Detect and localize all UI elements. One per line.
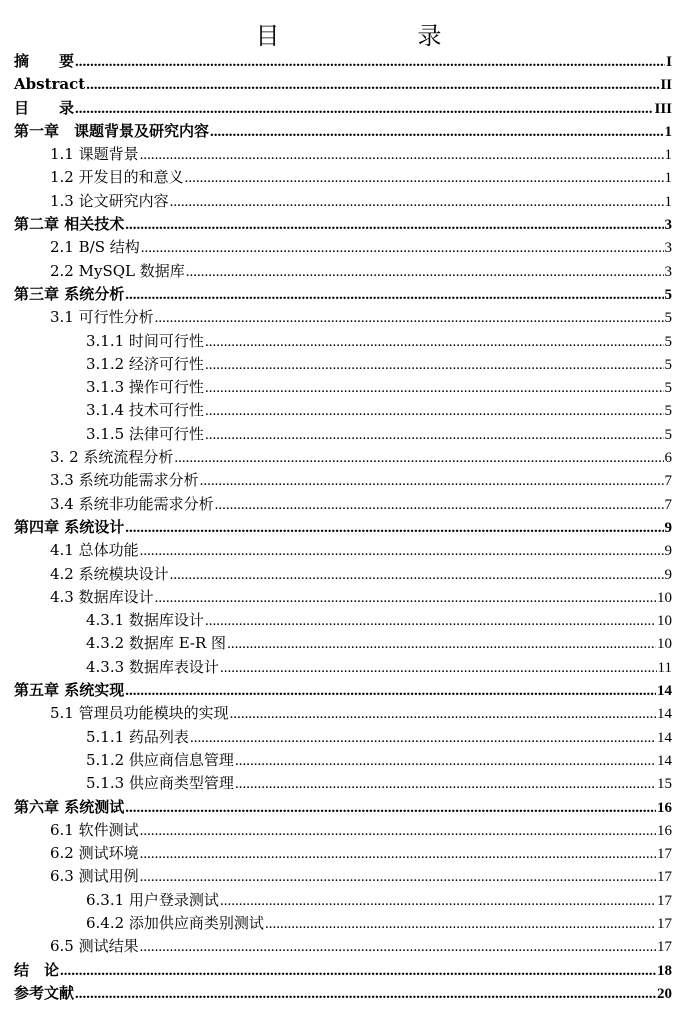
toc-entry[interactable] [14,586,672,609]
toc-entry[interactable] [14,656,672,679]
toc-dot-leader [205,424,664,447]
toc-page-number: 16 [657,822,672,839]
toc-entry-label: 5.1.2 供应商信息管理 [86,749,235,772]
toc-entry[interactable] [14,353,672,376]
toc-dot-leader [125,797,656,820]
toc-entry[interactable] [14,166,672,189]
toc-entry[interactable] [14,73,672,96]
toc-dot-leader [155,307,664,330]
toc-entry[interactable] [14,749,672,772]
toc-dot-leader [140,843,656,866]
toc-page-number: 5 [664,356,672,373]
toc-page-number: 1 [664,193,672,210]
toc-entry-label: 第六章 系统测试 [14,796,125,819]
toc-page-number: 18 [657,962,672,979]
toc-entry-label: 4.3.2 数据库 E-R 图 [86,632,227,655]
toc-entry[interactable] [14,97,672,120]
toc-entry-label: 4.3 数据库设计 [50,586,155,609]
toc-page-number: 1 [664,170,672,187]
toc-entry[interactable] [14,143,672,166]
toc-entry-label: 1.1 课题背景 [50,143,140,166]
toc-dot-leader [205,331,664,354]
toc-page-number: 14 [657,706,672,723]
toc-entry[interactable] [14,213,672,236]
toc-entry-label: 第一章 课题背景及研究内容 [14,120,210,143]
toc-dot-leader [125,284,663,307]
toc-page-number: 17 [657,915,672,932]
toc-entry-label: 摘 要 [14,50,75,73]
toc-dot-leader [205,377,664,400]
toc-entry-label: 2.2 MySQL 数据库 [50,260,186,283]
toc-dot-leader [190,727,656,750]
toc-dot-leader [140,936,656,959]
toc-entry[interactable] [14,632,672,655]
toc-dot-leader [75,98,653,121]
toc-entry[interactable] [14,260,672,283]
toc-page-number: 3 [664,217,672,234]
toc-entry[interactable] [14,959,672,982]
toc-entry[interactable] [14,609,672,632]
toc-dot-leader [140,144,664,167]
toc-page-number: 17 [657,939,672,956]
toc-entry-label: 第二章 相关技术 [14,213,125,236]
toc-dot-leader [215,494,664,517]
toc-entry-label: 3.1.5 法律可行性 [86,423,205,446]
toc-entry[interactable] [14,283,672,306]
toc-entry[interactable] [14,190,672,213]
toc-dot-leader [125,517,663,540]
toc-entry[interactable] [14,330,672,353]
toc-entry-label: 6.4.2 添加供应商类别测试 [86,912,265,935]
toc-entry-label: 结 论 [14,959,60,982]
toc-entry[interactable] [14,819,672,842]
toc-page-number: II [660,77,672,94]
toc-entry-label: 5.1 管理员功能模块的实现 [50,702,230,725]
toc-entry-label: 3.4 系统非功能需求分析 [50,493,215,516]
toc-entry-label: 5.1.1 药品列表 [86,726,190,749]
toc-dot-leader [185,167,664,190]
toc-dot-leader [205,610,656,633]
toc-entry-label: 3.1.4 技术可行性 [86,399,205,422]
toc-dot-leader [200,470,664,493]
toc-entry[interactable] [14,842,672,865]
toc-page-number: 17 [657,892,672,909]
toc-page-number: 5 [664,403,672,420]
toc-page-number: 1 [664,147,672,164]
toc-dot-leader [170,191,664,214]
toc-entry[interactable] [14,423,672,446]
toc-dot-leader [125,214,663,237]
toc-page-number: 5 [664,333,672,350]
toc-page-number: 9 [664,519,672,536]
toc-page-number: 14 [657,729,672,746]
toc-page-number: 16 [657,799,672,816]
toc-page-number: 7 [664,496,672,513]
toc-entry-label: 第四章 系统设计 [14,516,125,539]
toc-page-number: 6 [664,450,672,467]
toc-entry-label: 3. 2 系统流程分析 [50,446,174,469]
toc-entry-label: 参考文献 [14,982,75,1005]
toc-page-number: 3 [664,240,672,257]
toc-page-number: 11 [657,659,672,676]
toc-entry[interactable] [14,889,672,912]
toc-entry-label: 1.3 论文研究内容 [50,190,170,213]
toc-entry-label: 4.3.1 数据库设计 [86,609,205,632]
toc-dot-leader [235,773,656,796]
toc-entry-label: 6.3.1 用户登录测试 [86,889,220,912]
toc-page-number: I [666,54,672,70]
toc-page-number: 5 [664,426,672,443]
toc-entry[interactable] [14,120,672,143]
toc-entry-label: 6.1 软件测试 [50,819,140,842]
toc-entry-label: 2.1 B/S 结构 [50,236,141,259]
toc-entry-label: 3.1 可行性分析 [50,306,155,329]
toc-entry-label: 5.1.3 供应商类型管理 [86,772,235,795]
toc-entry-label: 目 录 [14,97,75,120]
toc-dot-leader [205,354,664,377]
toc-page-number: 7 [664,473,672,490]
toc-entry-label: 6.2 测试环境 [50,842,140,865]
toc-page-number: 17 [657,869,672,886]
toc-dot-leader [265,913,656,936]
toc-page-number: 10 [657,589,672,606]
toc-entry-label: 第五章 系统实现 [14,679,125,702]
toc-entry-label: Abstract [14,73,86,96]
toc-dot-leader [235,750,656,773]
toc-page-number: 14 [657,683,672,700]
toc-dot-leader [174,447,663,470]
toc-page-number: 1 [664,123,672,140]
toc-entry[interactable] [14,563,672,586]
toc-page-number: 9 [664,543,672,560]
toc-dot-leader [75,983,656,1006]
toc-entry[interactable] [14,772,672,795]
toc-dot-leader [205,400,664,423]
toc-entry[interactable] [14,376,672,399]
toc-page-number: 20 [657,985,672,1002]
toc-entry-label: 第三章 系统分析 [14,283,125,306]
toc-entry-label: 4.1 总体功能 [50,539,140,562]
table-of-contents [14,50,672,1005]
toc-entry-label: 3.1.1 时间可行性 [86,330,205,353]
toc-entry[interactable] [14,982,672,1005]
toc-dot-leader [60,960,656,983]
toc-entry[interactable] [14,702,672,725]
toc-dot-leader [170,564,664,587]
toc-page-number: 5 [664,286,672,303]
toc-page-number: 15 [657,776,672,793]
toc-dot-leader [125,680,656,703]
toc-entry-label: 3.1.2 经济可行性 [86,353,205,376]
page-title: 目 录 [255,22,472,50]
toc-dot-leader [210,121,663,144]
toc-entry[interactable] [14,50,672,73]
toc-dot-leader [140,820,656,843]
toc-dot-leader [220,657,657,680]
toc-entry[interactable] [14,865,672,888]
toc-dot-leader [140,540,664,563]
toc-entry[interactable] [14,912,672,935]
toc-entry-label: 6.3 测试用例 [50,865,140,888]
toc-page-number: 3 [664,263,672,280]
toc-entry-label: 6.5 测试结果 [50,935,140,958]
toc-dot-leader [230,703,656,726]
toc-dot-leader [220,890,656,913]
toc-entry-label: 4.2 系统模块设计 [50,563,170,586]
toc-entry[interactable] [14,679,672,702]
toc-entry[interactable] [14,516,672,539]
toc-dot-leader [141,237,664,260]
toc-dot-leader [75,51,665,74]
toc-entry[interactable] [14,399,672,422]
toc-page-number: 14 [657,752,672,769]
toc-dot-leader [186,261,664,284]
toc-dot-leader [155,587,656,610]
toc-entry[interactable] [14,469,672,492]
toc-entry[interactable] [14,306,672,329]
toc-entry-label: 3.1.3 操作可行性 [86,376,205,399]
toc-entry-label: 3.3 系统功能需求分析 [50,469,200,492]
toc-page-number: 10 [657,613,672,630]
toc-entry[interactable] [14,726,672,749]
toc-entry[interactable] [14,935,672,958]
toc-entry-label: 4.3.3 数据库表设计 [86,656,220,679]
toc-page-number: 5 [664,310,672,327]
toc-dot-leader [86,74,659,97]
toc-entry-label: 1.2 开发目的和意义 [50,166,185,189]
toc-dot-leader [227,633,656,656]
toc-entry[interactable] [14,796,672,819]
toc-page-number: 9 [664,566,672,583]
toc-entry[interactable] [14,539,672,562]
toc-entry[interactable] [14,446,672,469]
toc-dot-leader [140,866,656,889]
toc-entry[interactable] [14,236,672,259]
toc-page-number: 17 [657,846,672,863]
toc-page-number: 10 [657,636,672,653]
toc-page-number: III [654,100,672,117]
toc-page-number: 5 [664,380,672,397]
toc-entry[interactable] [14,493,672,516]
